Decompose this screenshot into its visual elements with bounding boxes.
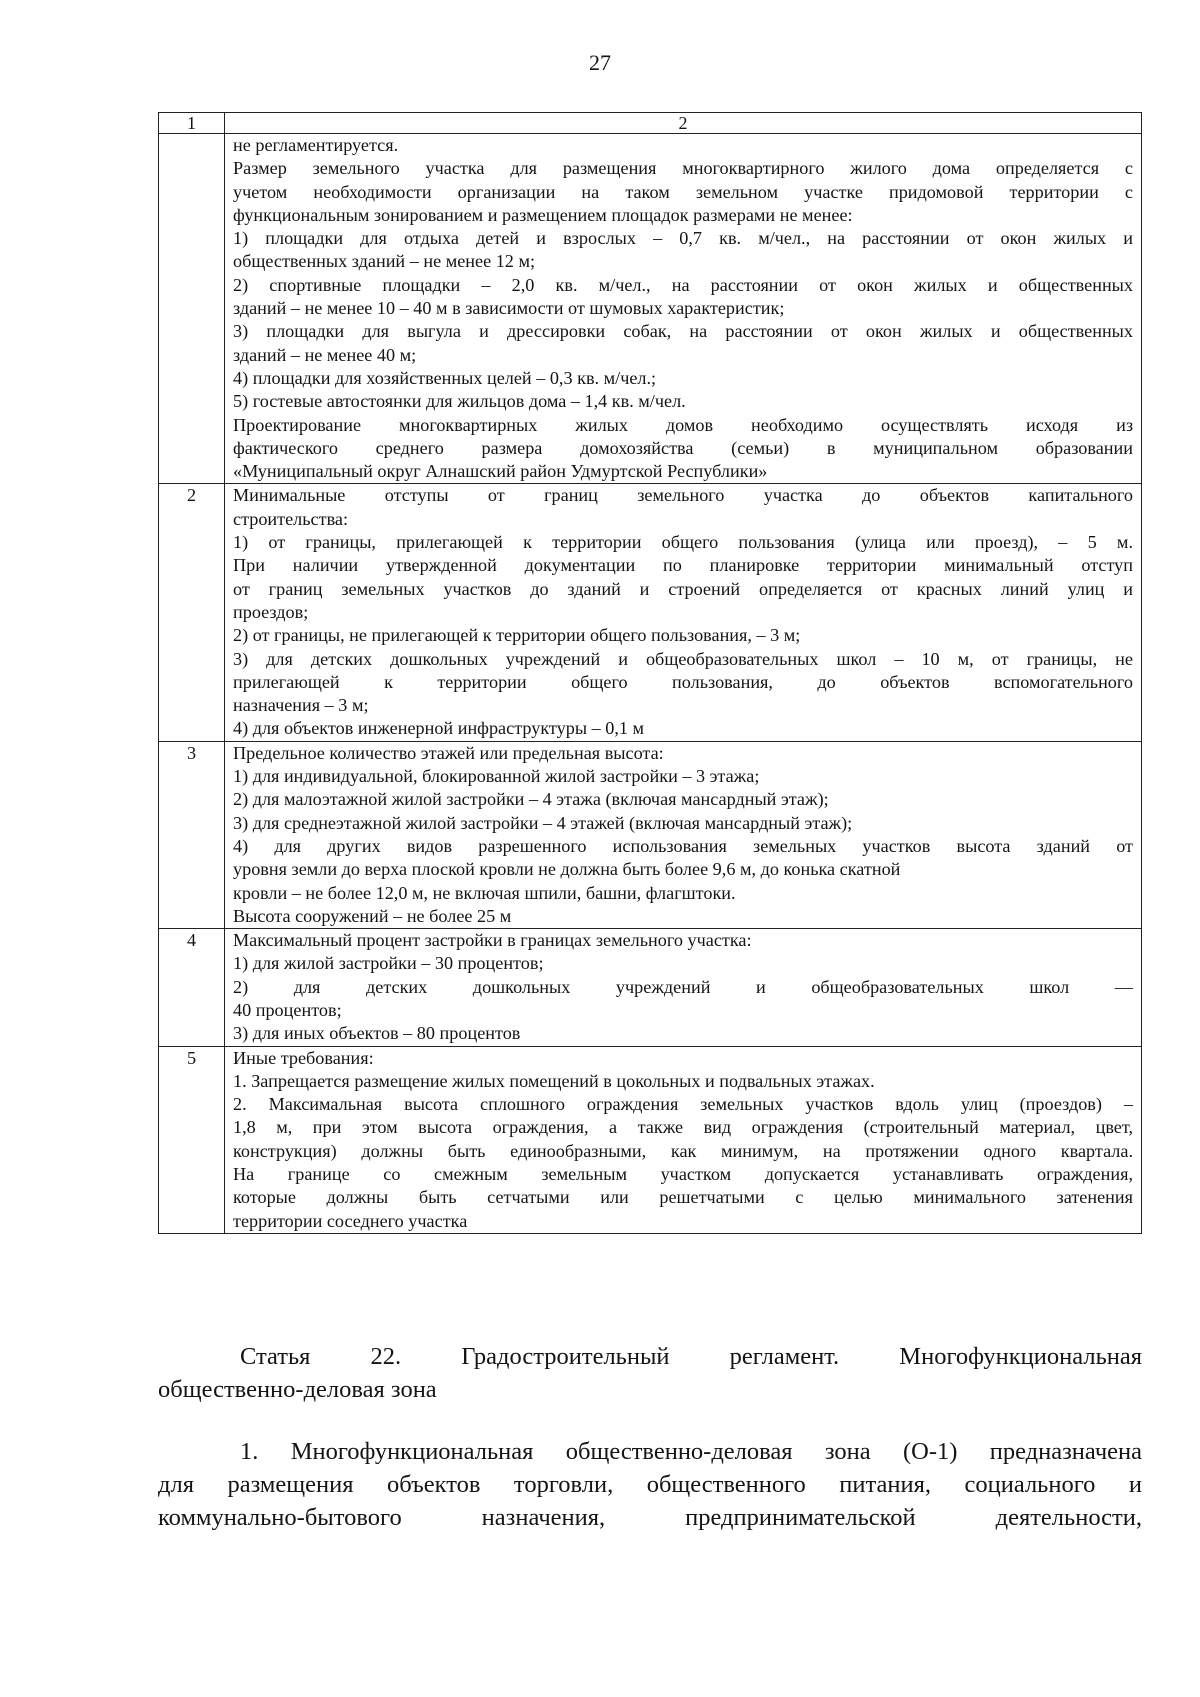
page-number: 27 <box>589 50 611 75</box>
row-text-line: Предельное количество этажей или предельная высота: <box>233 742 664 763</box>
row-text-line: 3) для среднеэтажной жилой застройки – 4 этажей (включая мансардный этаж); <box>233 812 853 833</box>
row-text-line: зданий – не менее 40 м; <box>233 344 417 365</box>
row-text-line: территории соседнего участка <box>233 1210 468 1231</box>
row-number-cell <box>159 134 225 484</box>
row-text-line: учетом необходимости организации на таком земельном участке придомовой территории с <box>233 181 1133 202</box>
table-row <box>159 929 1142 1046</box>
article-heading-line-2: общественно-деловая зона <box>158 1376 437 1403</box>
row-content-cell <box>225 1046 1142 1233</box>
row-content-cell <box>225 929 1142 1046</box>
row-text-line: 4) для других видов разрешенного использования земельных участков высота зданий от <box>233 835 1133 856</box>
row-text-line: от границ земельных участков до зданий и строений определяется от красных линий улиц и <box>233 578 1133 599</box>
regulation-table <box>158 112 1142 1234</box>
article-heading <box>158 1340 1142 1406</box>
row-text-line: 2) для детских дошкольных учреждений и общеобразовательных школ — <box>233 976 1133 997</box>
row-text-line: которые должны быть сетчатыми или решетчатыми с целью минимального затенения <box>233 1187 1133 1208</box>
row-text-line: 1) для жилой застройки – 30 процентов; <box>233 953 544 974</box>
row-text-line: Минимальные отступы от границ земельного участка до объектов капитального <box>233 485 1133 506</box>
row-text-line: общественных зданий – не менее 12 м; <box>233 251 536 272</box>
row-content-cell <box>225 134 1142 484</box>
row-text-line: функциональным зонированием и размещением площадок размерами не менее: <box>233 204 853 225</box>
table-row <box>159 1046 1142 1233</box>
header-cell-1: 1 <box>159 113 225 134</box>
row-text-line: фактического среднего размера домохозяйства (семьи) в муниципальном образовании <box>233 437 1133 458</box>
row-text-line: На границе со смежным земельным участком допускается устанавливать ограждения, <box>233 1164 1133 1185</box>
row-text-line: кровли – не более 12,0 м, не включая шпили, башни, флагштоки. <box>233 882 736 903</box>
row-text-line: Иные требования: <box>233 1047 374 1068</box>
row-text-line: 40 процентов; <box>233 999 342 1020</box>
row-text-line: 2. Максимальная высота сплошного ограждения земельных участков вдоль улиц (проездов) – <box>233 1094 1133 1115</box>
row-text-line: прилегающей к территории общего пользования, до объектов вспомогательного <box>233 671 1133 692</box>
row-content-cell <box>225 484 1142 741</box>
row-text-line: уровня земли до верха плоской кровли не должна быть более 9,6 м, до конька скатной <box>233 859 901 880</box>
row-text-line: 4) площадки для хозяйственных целей – 0,3 кв. м/чел.; <box>233 367 657 388</box>
row-text-line: 2) от границы, не прилегающей к территории общего пользования, – 3 м; <box>233 625 801 646</box>
row-text-line: 3) для иных объектов – 80 процентов <box>233 1023 521 1044</box>
row-text-line: 3) площадки для выгула и дрессировки собак, на расстоянии от окон жилых и общественных <box>233 321 1133 342</box>
row-content-cell <box>225 741 1142 928</box>
row-text-line: При наличии утвержденной документации по планировке территории минимальный отступ <box>233 555 1133 576</box>
row-text-line: 3) для детских дошкольных учреждений и общеобразовательных школ – 10 м, от границы, не <box>233 648 1133 669</box>
paragraph-line-2: для размещения объектов торговли, общественного питания, социального и <box>158 1471 1142 1498</box>
row-text-line: 5) гостевые автостоянки для жильцов дома – 1,4 кв. м/чел. <box>233 391 686 412</box>
paragraph-line-3: коммунально-бытового назначения, предпринимательской деятельности, <box>158 1504 1142 1531</box>
row-text-line: 1. Запрещается размещение жилых помещений в цокольных и подвальных этажах. <box>233 1070 875 1091</box>
body-paragraph <box>158 1435 1142 1534</box>
article-heading-line-1: Статья 22. Градостроительный регламент. Многофункциональная <box>240 1343 1142 1370</box>
table-row <box>159 134 1142 484</box>
row-text-line: проездов; <box>233 601 309 622</box>
table-row <box>159 741 1142 928</box>
row-text-line: Размер земельного участка для размещения многоквартирного жилого дома определяется с <box>233 158 1133 179</box>
row-number-cell: 4 <box>159 929 225 1046</box>
row-text-line: зданий – не менее 10 – 40 м в зависимости от шумовых характеристик; <box>233 298 785 319</box>
row-number-cell: 5 <box>159 1046 225 1233</box>
row-text-line: 1,8 м, при этом высота ограждения, а также вид ограждения (строительный материал, цвет, <box>233 1117 1133 1138</box>
row-text-line: 1) от границы, прилегающей к территории общего пользования (улица или проезд), – 5 м. <box>233 532 1133 553</box>
row-text-line: Высота сооружений – не более 25 м <box>233 905 512 926</box>
row-text-line: Максимальный процент застройки в границах земельного участка: <box>233 930 752 951</box>
header-cell-2: 2 <box>225 113 1142 134</box>
paragraph-line-1: 1. Многофункциональная общественно-деловая зона (О-1) предназначена <box>240 1438 1142 1465</box>
table-row <box>159 484 1142 741</box>
row-text-line: не регламентируется. <box>233 135 399 155</box>
row-text-line: конструкция) должны быть единообразными, как минимум, на протяжении одного квартала. <box>233 1140 1133 1161</box>
row-text-line: назначения – 3 м; <box>233 695 369 716</box>
row-number-cell: 2 <box>159 484 225 741</box>
row-text-line: 1) площадки для отдыха детей и взрослых – 0,7 кв. м/чел., на расстоянии от окон жилых и <box>233 228 1133 249</box>
row-number-cell: 3 <box>159 741 225 928</box>
row-text-line: «Муниципальный округ Алнашский район Удмуртской Республики» <box>233 461 768 482</box>
row-text-line: 1) для индивидуальной, блокированной жилой застройки – 3 этажа; <box>233 766 760 787</box>
row-text-line: 2) спортивные площадки – 2,0 кв. м/чел., на расстоянии от окон жилых и общественных <box>233 274 1133 295</box>
row-text-line: Проектирование многоквартирных жилых домов необходимо осуществлять исходя из <box>233 414 1133 435</box>
table-header-row <box>159 113 1142 134</box>
row-text-line: 4) для объектов инженерной инфраструктуры – 0,1 м <box>233 718 645 739</box>
row-text-line: строительства: <box>233 508 349 529</box>
row-text-line: 2) для малоэтажной жилой застройки – 4 этажа (включая мансардный этаж); <box>233 789 829 810</box>
